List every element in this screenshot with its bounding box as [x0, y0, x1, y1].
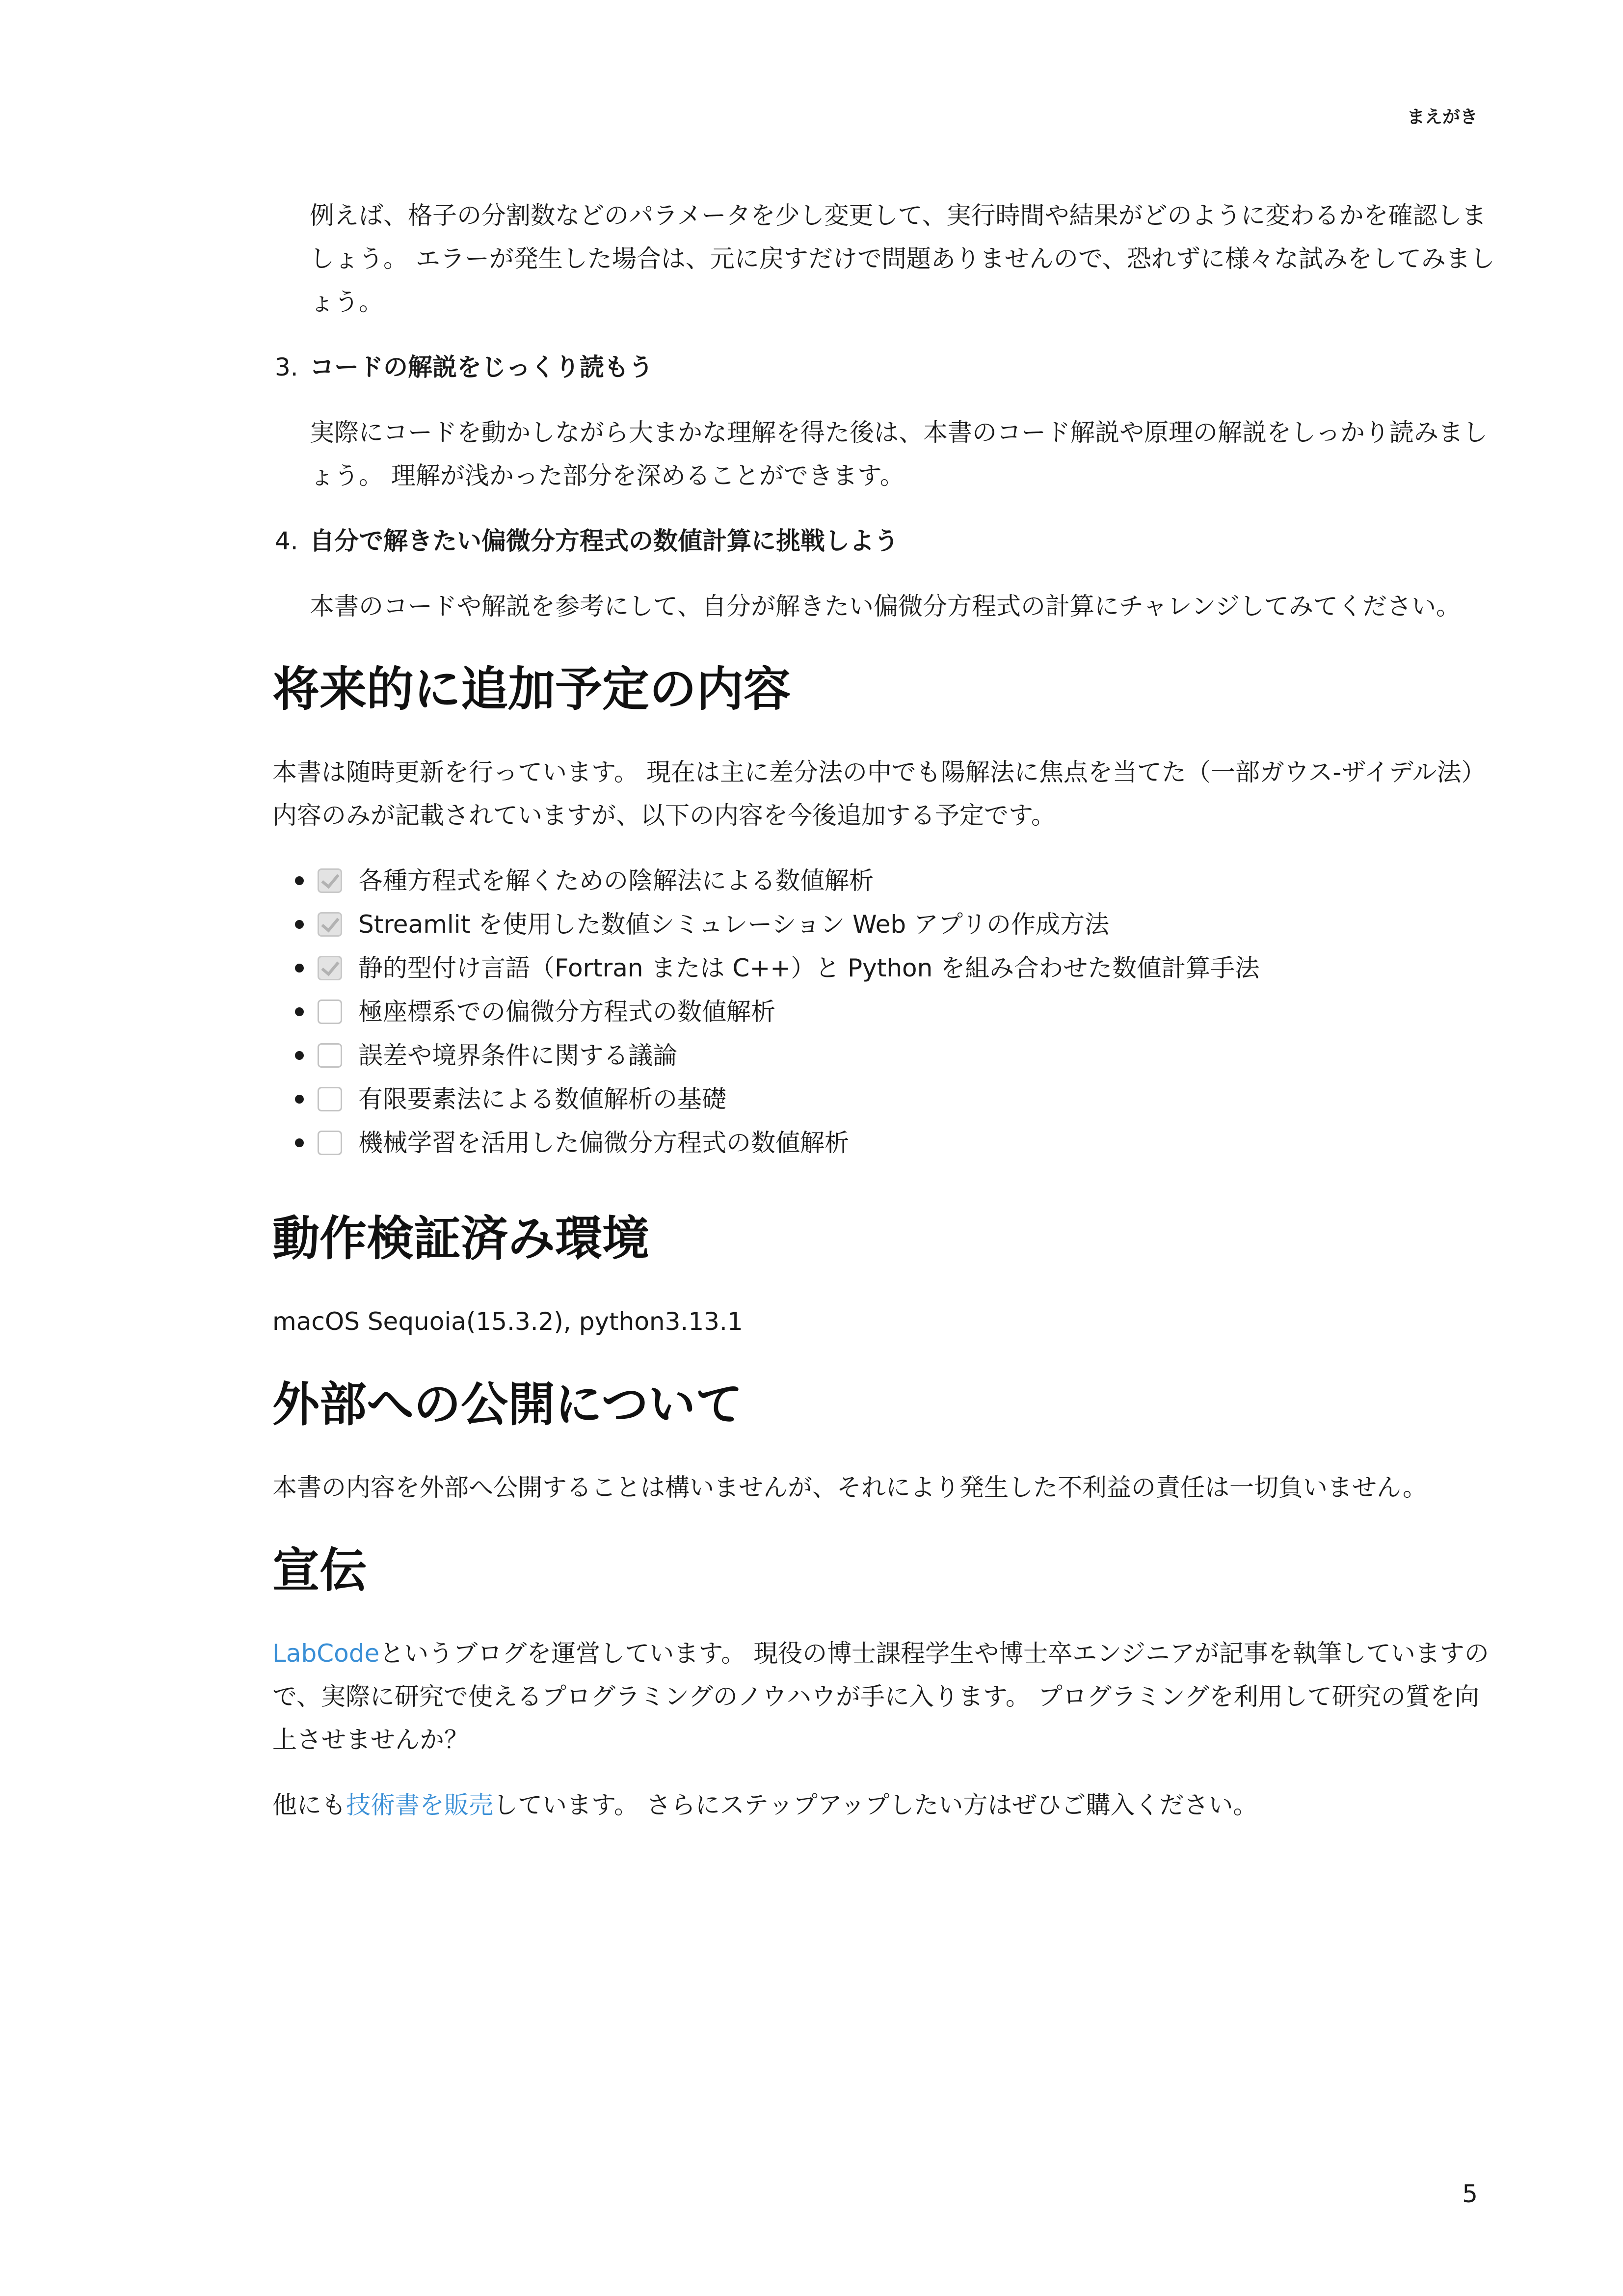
checklist-item — [272, 1121, 1497, 1165]
checklist-item-label: 有限要素法による数値解析の基礎 — [358, 1085, 726, 1113]
future-paragraph: 本書は随時更新を行っています。 現在は主に差分法の中でも陽解法に焦点を当てた（一部ガウス-ザイデル法）内容のみが記載されていますが、以下の内容を今後追加する予定です。 — [272, 758, 1486, 830]
bullet-icon — [295, 876, 304, 885]
checklist-item-label: Streamlit を使用した数値シミュレーション Web アプリの作成方法 — [358, 910, 1109, 939]
ad-paragraph-2 — [272, 1783, 1497, 1827]
checklist-item — [272, 1034, 1497, 1078]
checklist-item-label: 各種方程式を解くための陰解法による数値解析 — [358, 866, 874, 895]
publish-text: 本書の内容を外部へ公開することは構いませんが、それにより発生した不利益の責任は一切負いません。 — [272, 1473, 1427, 1502]
page-content — [272, 194, 1497, 1827]
bullet-icon — [295, 920, 304, 929]
bullet-icon — [295, 1007, 304, 1016]
step-4-title: 自分で解きたい偏微分方程式の数値計算に挑戦しよう — [310, 527, 899, 555]
page-number: 5 — [1462, 2180, 1478, 2208]
checklist-item-label: 誤差や境界条件に関する議論 — [358, 1041, 677, 1070]
future-checklist — [272, 859, 1497, 1165]
ad-heading: 宣伝 — [272, 1543, 367, 1598]
bullet-icon — [295, 1051, 304, 1060]
ad-paragraph-2-pre: 他にも — [272, 1791, 346, 1819]
env-text: macOS Sequoia(15.3.2), python3.13.1 — [272, 1307, 743, 1336]
step-4-body: 本書のコードや解説を参考にして、自分が解きたい偏微分方程式の計算にチャレンジしてみてください。 — [310, 592, 1461, 621]
bullet-icon — [295, 1138, 304, 1147]
step-4-number: 4. — [275, 527, 298, 555]
checklist-item-label: 機械学習を活用した偏微分方程式の数値解析 — [358, 1129, 849, 1157]
checklist-item — [272, 1078, 1497, 1121]
checklist-item-label: 静的型付け言語（Fortran または C++）と Python を組み合わせた数値計算手法 — [358, 954, 1260, 982]
future-heading: 将来的に追加予定の内容 — [272, 662, 791, 717]
unchecked-checkbox-icon[interactable] — [318, 1131, 342, 1155]
checked-checkbox-icon[interactable] — [318, 956, 342, 980]
unchecked-checkbox-icon[interactable] — [318, 999, 342, 1024]
unchecked-checkbox-icon[interactable] — [318, 1043, 342, 1068]
step-3-body: 実際にコードを動かしながら大まかな理解を得た後は、本書のコード解説や原理の解説をしっかり読みましょう。 理解が浅かった部分を深めることができます。 — [310, 418, 1488, 490]
checklist-item — [272, 859, 1497, 903]
publish-heading: 外部への公開について — [272, 1377, 743, 1432]
checklist-item — [272, 903, 1497, 946]
bullet-icon — [295, 964, 304, 972]
labcode-link[interactable]: LabCode — [272, 1639, 380, 1668]
intro-paragraph: 例えば、格子の分割数などのパラメータを少し変更して、実行時間や結果がどのように変わるかを確認しましょう。 エラーが発生した場合は、元に戻すだけで問題ありませんので、恐れずに様々な試みをしてみましょう。 — [310, 201, 1495, 316]
ad-paragraph-2-post: しています。 さらにステップアップしたい方はぜひご購入ください。 — [493, 1791, 1258, 1819]
ad-paragraph-1-text: というブログを運営しています。 現役の博士課程学生や博士卒エンジニアが記事を執筆していますので、実際に研究で使えるプログラミングのノウハウが手に入ります。 プログラミングを利用して研究の質を向上させませんか？ — [272, 1639, 1489, 1754]
checklist-item — [272, 990, 1497, 1034]
step-4-heading — [272, 519, 1497, 563]
checked-checkbox-icon[interactable] — [318, 868, 342, 893]
running-header: まえがき — [1407, 107, 1478, 127]
step-3-heading — [272, 346, 1497, 389]
checklist-item-label: 極座標系での偏微分方程式の数値解析 — [358, 998, 775, 1026]
checklist-item — [272, 946, 1497, 990]
env-heading: 動作検証済み環境 — [272, 1211, 649, 1266]
books-link[interactable]: 技術書を販売 — [346, 1791, 493, 1819]
step-3-title: コードの解説をじっくり読もう — [310, 353, 653, 381]
unchecked-checkbox-icon[interactable] — [318, 1087, 342, 1111]
ad-paragraph-1 — [272, 1632, 1497, 1761]
step-3-number: 3. — [275, 353, 298, 381]
bullet-icon — [295, 1095, 304, 1104]
checked-checkbox-icon[interactable] — [318, 912, 342, 937]
